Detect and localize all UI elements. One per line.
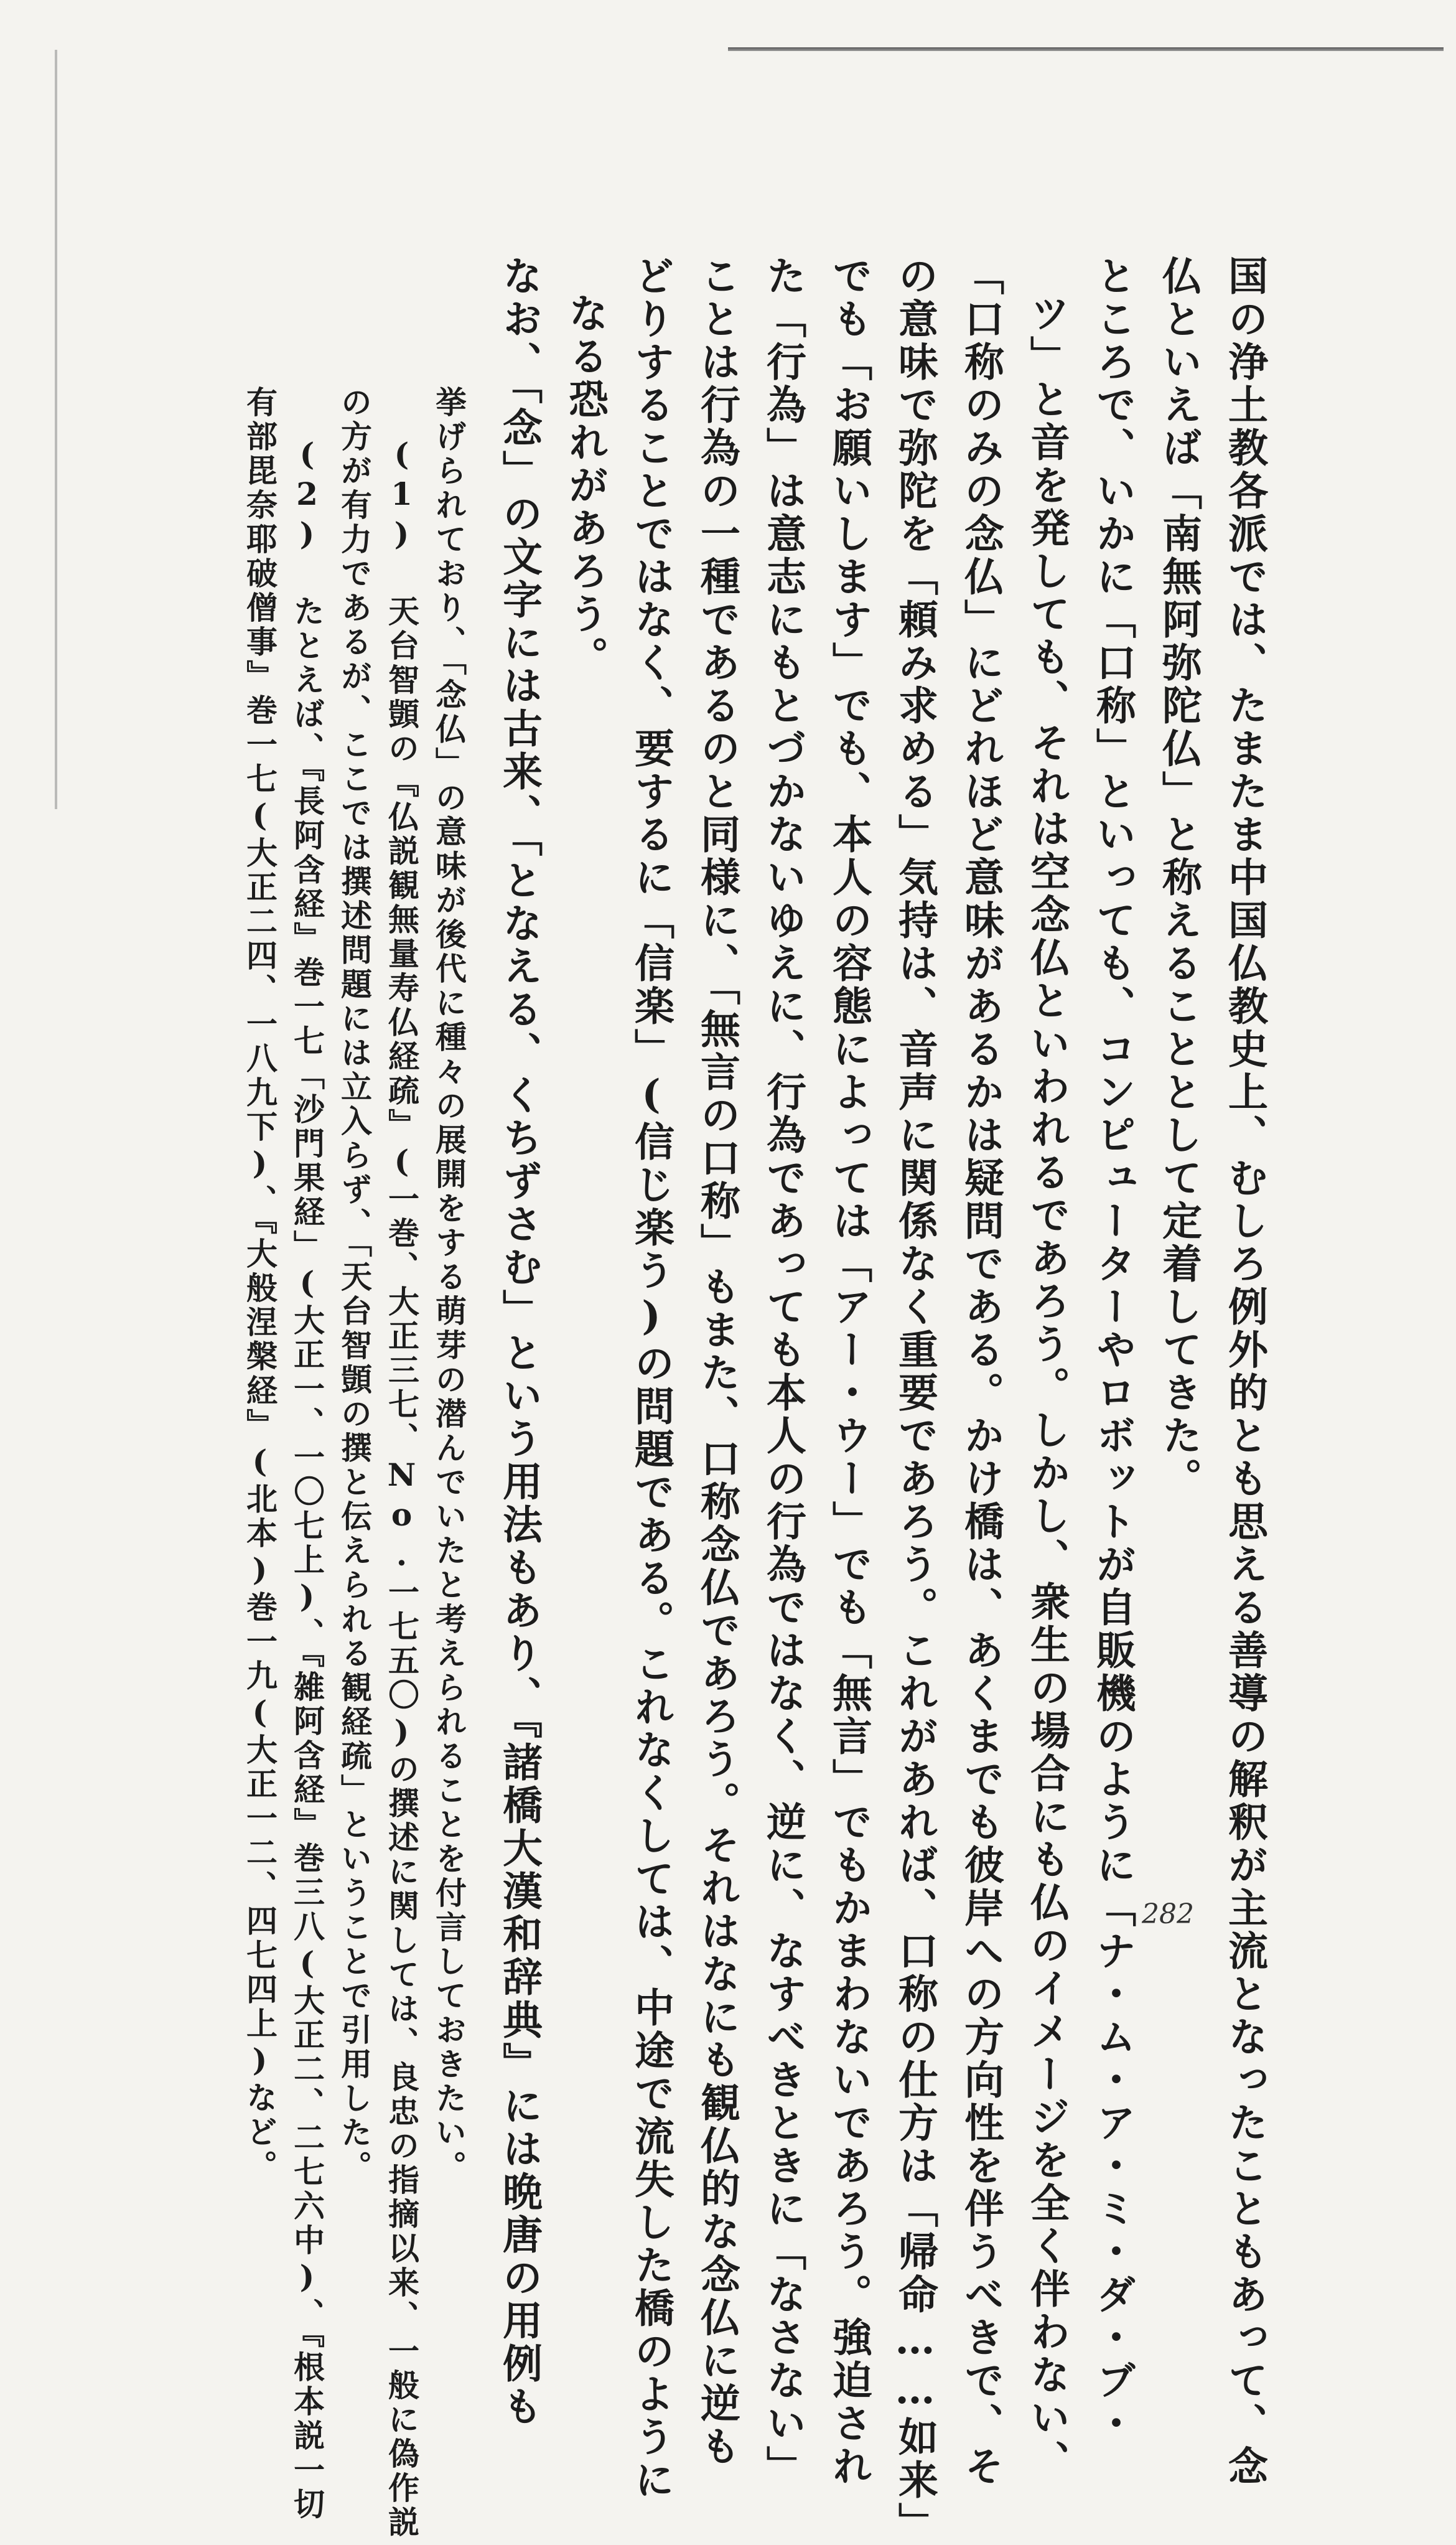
scan-edge-line	[55, 50, 57, 809]
note-line-4: (2) たとえば、『長阿含経』巻一七「沙門果経」(大正一、一〇七上)、『雑阿含経』巻三八(大正二、二七六中)、『根本説一切	[289, 436, 325, 2522]
note-line-5: 有部毘奈耶破僧事』巻一七(大正二四、一八九下)、『大般涅槃経』(北本)巻一九(大正一二、四七四上)など。	[241, 386, 278, 2184]
body-line-9: ことは行為の一種であるのと同様に、「無言の口称」もまた、口称念仏であろう。それはなにも観仏的な念仏に逆も	[694, 255, 740, 2468]
body-line-10: どりすることではなく、要するに「信楽」(信じ楽う)の問題である。これなくしては、中途で流失した橋のように	[628, 255, 674, 2502]
top-rule	[728, 47, 1444, 51]
body-line-3: ところで、いかに「口称」といっても、コンピューターやロボットが自販機のように「ナ・ム・ア・ミ・ダ・ブ・	[1090, 255, 1136, 2445]
body-line-11: なる恐れがあろう。	[562, 293, 609, 679]
body-line-5: 「口称のみの念仏」にどれほど意味があるかは疑問である。かけ橋は、あくまでも彼岸への方向性を伴うべきで、そ	[958, 255, 1004, 2488]
body-line-4: ツ」と音を発しても、それは空念仏といわれるであろう。しかし、衆生の場合にも仏のイメージを全く伴わない、	[1024, 293, 1070, 2483]
note-line-3: の方が有力であるが、ここでは撰述問題には立入らず、「天台智顗の撰と伝えられる観経疏」ということで引用した。	[336, 386, 373, 2185]
body-line-6: の意味で弥陀を「頼み求める」気持は、音声に関係なく重要であろう。これがあれば、口称の仕方は「帰命……如来」	[892, 255, 938, 2545]
page-number: 282	[1142, 1898, 1194, 1930]
note-line-2: (1) 天台智顗の『仏説観無量寿仏経疏』(一巻、大正三七、No.一七五〇)の撰述に関しては、良忠の指摘以来、一般に偽作説	[383, 436, 420, 2540]
body-line-12: なお、「念」の文字には古来、「となえる、くちずさむ」という用法もあり、『諸橋大漢和辞典』には晩唐の用例も	[496, 255, 543, 2429]
body-line-7: でも「お願いします」でも、本人の容態によっては「アー・ウー」でも「無言」でもかまわないであろう。強迫され	[826, 255, 872, 2488]
body-line-1: 国の浄土教各派では、たまたま中国仏教史上、むしろ例外的とも思える善導の解釈が主流となったこともあって、念	[1221, 255, 1268, 2488]
body-line-8: た「行為」は意志にもとづかないゆえに、行為であっても本人の行為ではなく、逆に、なすべきときに「なさない」	[760, 255, 806, 2488]
note-line-1: 挙げられており、「念仏」の意味が後代に種々の展開をする萌芽の潜んでいたと考えられることを付言しておきたい。	[431, 386, 467, 2185]
body-line-2: 仏といえば「南無阿弥陀仏」と称えることとして定着してきた。	[1155, 255, 1202, 1501]
